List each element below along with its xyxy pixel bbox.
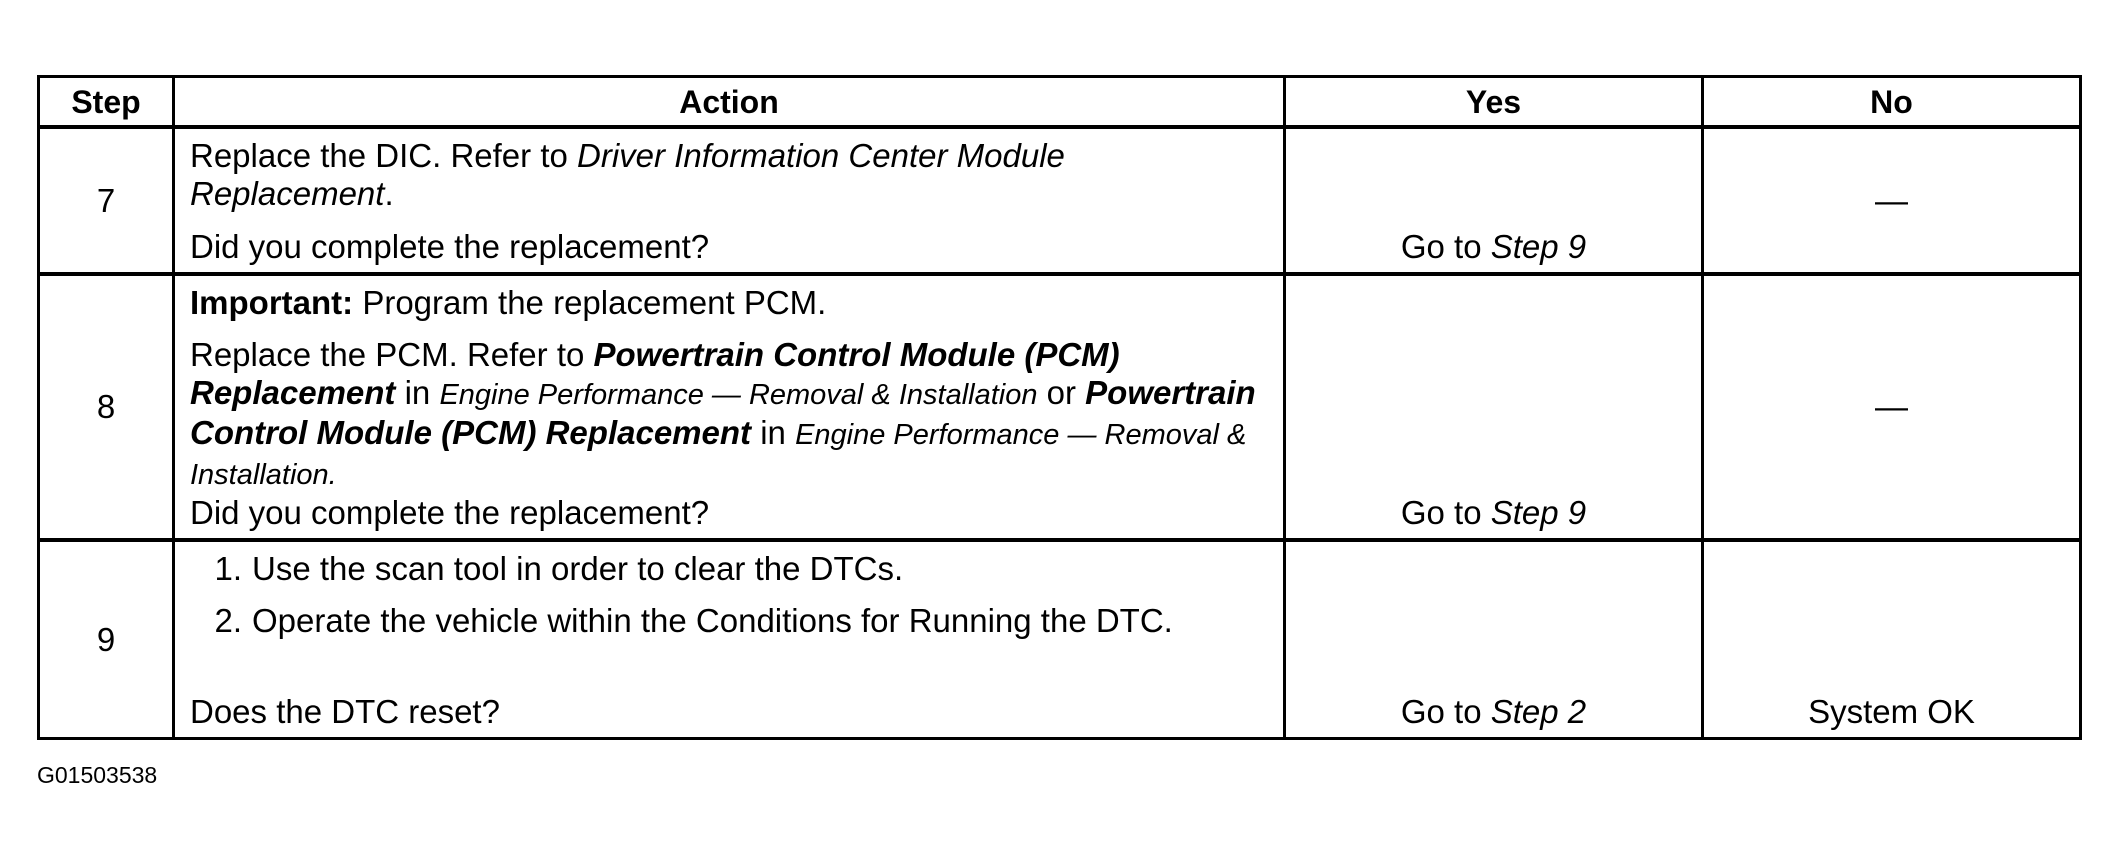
list-number: 2.: [214, 602, 242, 639]
action-reference-link[interactable]: Powertrain Control Module (PCM) Replacement: [190, 336, 1120, 411]
yes-cell: [1286, 276, 1704, 538]
table-header-row: [40, 78, 2079, 129]
yes-cell: [1286, 542, 1704, 737]
no-result: System OK: [1808, 693, 1975, 730]
section-reference[interactable]: Engine Performance — Removal & Installation.: [190, 419, 1247, 491]
yes-prefix: Go to: [1400, 494, 1491, 531]
step-link[interactable]: Step 9: [1490, 494, 1587, 531]
action-question: Did you complete the replacement?: [190, 494, 710, 531]
step-number: 8: [96, 388, 116, 425]
step-number: 9: [96, 620, 116, 658]
figure-caption: G01503538: [37, 762, 158, 788]
action-instruction: [190, 336, 1263, 494]
header-no: No: [1870, 83, 1913, 120]
important-label: Important:: [190, 284, 354, 321]
action-text-end: .: [384, 175, 394, 212]
list-text: Operate the vehicle within the Conditions for Running the DTC.: [252, 602, 1173, 639]
yes-result: [1286, 494, 1701, 532]
step-link[interactable]: Step 2: [1490, 693, 1587, 730]
list-item: [190, 602, 1263, 640]
action-question: Does the DTC reset?: [190, 693, 500, 730]
header-yes: Yes: [1286, 78, 1704, 125]
step-cell: [40, 542, 175, 737]
yes-cell: [1286, 129, 1704, 272]
step-link[interactable]: Step 9: [1490, 228, 1587, 265]
step-cell: [40, 276, 175, 538]
header-action: Action: [175, 78, 1286, 125]
table-row-step-7: [40, 129, 2079, 276]
step-number: 7: [96, 181, 116, 219]
no-result: —: [1875, 388, 1908, 425]
step-cell: [40, 129, 175, 272]
action-text-in: in: [751, 414, 796, 451]
important-text: Program the replacement PCM.: [353, 284, 827, 321]
action-text: Replace the PCM. Refer to: [190, 336, 594, 373]
yes-result: [1286, 228, 1701, 266]
action-text-in: in: [395, 374, 440, 411]
yes-prefix: Go to: [1400, 693, 1491, 730]
header-step: Step: [40, 78, 175, 125]
action-reference-link[interactable]: Powertrain Control Module (PCM) Replacement: [190, 374, 1256, 451]
important-note: [190, 284, 1263, 322]
table-row-step-9: [40, 542, 2079, 737]
table-row-step-8: [40, 276, 2079, 542]
action-cell: [175, 276, 1286, 538]
no-cell: [1704, 129, 2079, 272]
action-text-or: or: [1037, 374, 1086, 411]
list-number: 1.: [214, 550, 242, 587]
yes-result: [1286, 693, 1701, 731]
yes-prefix: Go to: [1400, 228, 1491, 265]
list-item: [190, 550, 1263, 588]
action-question: Did you complete the replacement?: [190, 228, 710, 265]
action-reference-link[interactable]: Driver Information Center Module Replacement: [190, 137, 1065, 212]
action-cell: [175, 129, 1286, 272]
no-cell: [1704, 276, 2079, 538]
list-text: Use the scan tool in order to clear the DTCs.: [252, 550, 904, 587]
action-text: Replace the DIC. Refer to: [190, 137, 578, 174]
action-cell: [175, 542, 1286, 737]
action-instruction: [190, 137, 1263, 213]
no-cell: [1704, 542, 2079, 737]
no-result: —: [1875, 181, 1908, 219]
section-reference[interactable]: Engine Performance — Removal & Installation: [439, 379, 1038, 411]
diagnostic-table: [37, 75, 2082, 740]
